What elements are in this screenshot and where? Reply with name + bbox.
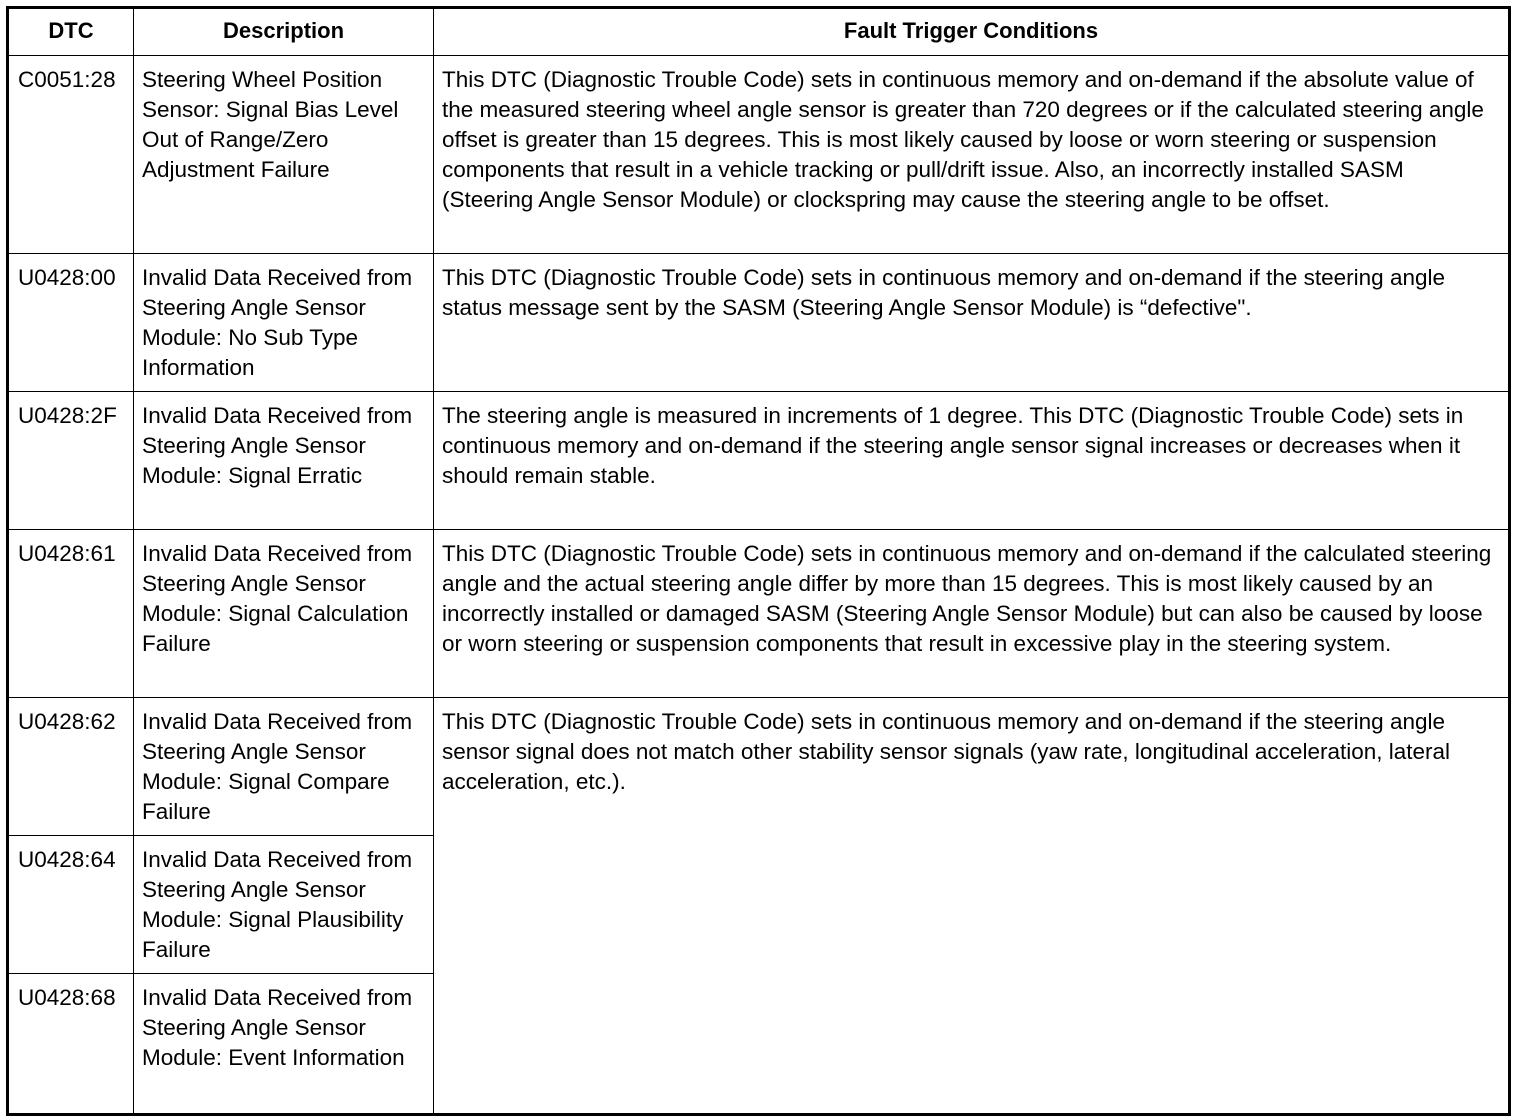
dtc-table <box>6 6 1511 1116</box>
dtc-description: Invalid Data Received from Steering Angle Sensor Module: Signal Erratic <box>134 392 434 530</box>
dtc-description: Invalid Data Received from Steering Angle Sensor Module: Signal Compare Failure <box>134 698 434 836</box>
dtc-description: Invalid Data Received from Steering Angle Sensor Module: Signal Calculation Failure <box>134 530 434 698</box>
dtc-code: U0428:2F <box>8 392 134 530</box>
table-row <box>8 254 1510 392</box>
dtc-code: C0051:28 <box>8 56 134 254</box>
fault-trigger-conditions: The steering angle is measured in increments of 1 degree. This DTC (Diagnostic Trouble Code) sets in continuous memory and on-demand if the steering angle sensor signal increases or decreases when it should remain stable. <box>434 392 1510 530</box>
dtc-code: U0428:61 <box>8 530 134 698</box>
table-header-row <box>8 8 1510 56</box>
fault-trigger-conditions: This DTC (Diagnostic Trouble Code) sets in continuous memory and on-demand if the steering angle sensor signal does not match other stability sensor signals (yaw rate, longitudinal acceleration, lateral acceleration, etc.). <box>434 698 1510 1115</box>
dtc-code: U0428:64 <box>8 836 134 974</box>
table-row <box>8 56 1510 254</box>
dtc-description: Invalid Data Received from Steering Angle Sensor Module: Event Information <box>134 974 434 1115</box>
dtc-description: Invalid Data Received from Steering Angle Sensor Module: No Sub Type Information <box>134 254 434 392</box>
dtc-description: Steering Wheel Position Sensor: Signal Bias Level Out of Range/Zero Adjustment Failure <box>134 56 434 254</box>
fault-trigger-conditions: This DTC (Diagnostic Trouble Code) sets in continuous memory and on-demand if the absolute value of the measured steering wheel angle sensor is greater than 720 degrees or if the calculated steering angle offset is greater than 15 degrees. This is most likely caused by loose or worn steering or suspension components that result in a vehicle tracking or pull/drift issue. Also, an incorrectly installed SASM (Steering Angle Sensor Module) or clockspring may cause the steering angle to be offset. <box>434 56 1510 254</box>
table-row <box>8 698 1510 836</box>
dtc-code: U0428:62 <box>8 698 134 836</box>
dtc-code: U0428:68 <box>8 974 134 1115</box>
dtc-code: U0428:00 <box>8 254 134 392</box>
header-fault-trigger-conditions: Fault Trigger Conditions <box>434 8 1510 56</box>
dtc-description: Invalid Data Received from Steering Angle Sensor Module: Signal Plausibility Failure <box>134 836 434 974</box>
fault-trigger-conditions: This DTC (Diagnostic Trouble Code) sets in continuous memory and on-demand if the steering angle status message sent by the SASM (Steering Angle Sensor Module) is “defective". <box>434 254 1510 392</box>
header-description: Description <box>134 8 434 56</box>
header-dtc: DTC <box>8 8 134 56</box>
fault-trigger-conditions: This DTC (Diagnostic Trouble Code) sets in continuous memory and on-demand if the calculated steering angle and the actual steering angle differ by more than 15 degrees. This is most likely caused by an incorrectly installed or damaged SASM (Steering Angle Sensor Module) but can also be caused by loose or worn steering or suspension components that result in excessive play in the steering system. <box>434 530 1510 698</box>
table-row <box>8 530 1510 698</box>
table-row <box>8 392 1510 530</box>
